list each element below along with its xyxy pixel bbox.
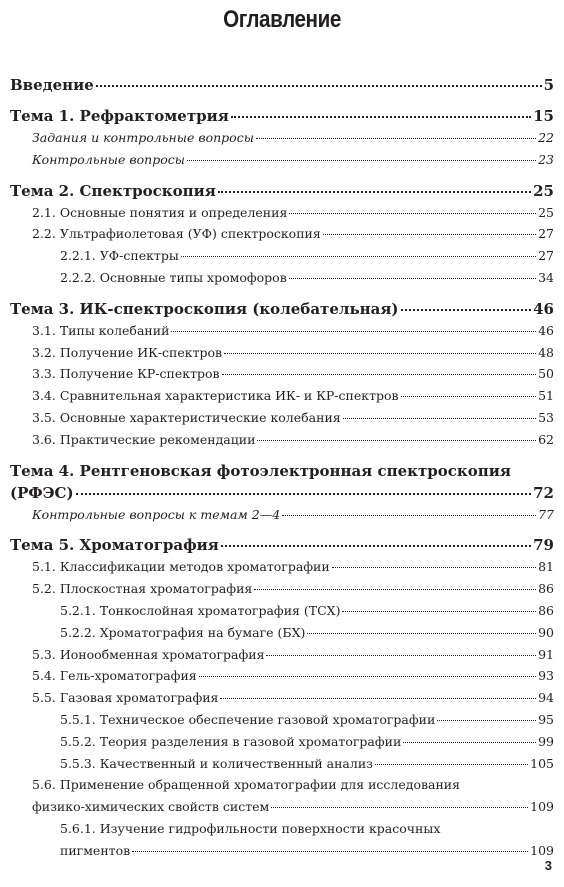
toc-entry-page: 27 [538,226,554,242]
toc-entry[interactable] [10,127,554,149]
toc-entry-title: 2.1. Основные понятия и определения [32,204,288,220]
toc-entry-title: 5.1. Классификации методов хроматографии [32,559,330,575]
toc-entry[interactable] [10,320,554,342]
toc-entry[interactable] [10,556,554,578]
toc-entry[interactable] [10,687,554,709]
toc-entry-title: 5.4. Гель-хроматография [32,668,197,684]
toc-entry-title: 3.5. Основные характеристические колебания [32,409,341,425]
toc-entry[interactable] [10,534,554,556]
dot-leader [187,160,536,161]
toc-entry[interactable] [10,731,554,753]
toc-entry-title: 5.5.2. Теория разделения в газовой хроматографии [60,733,402,749]
toc-entry-title: 5.5.3. Качественный и количественный анализ [60,755,373,771]
toc-entry-page: 25 [538,204,554,220]
toc-entry-title: Задания и контрольные вопросы [32,130,254,145]
toc-entry-title: 3.4. Сравнительная характеристика ИК- и КР-спектров [32,388,399,404]
toc-entry-page: 15 [533,107,554,125]
toc-entry[interactable] [10,578,554,600]
toc-entry[interactable] [10,774,554,818]
dot-leader [437,720,536,721]
toc-entry-page: 109 [530,799,554,815]
toc-entry-page: 79 [533,536,554,555]
toc-entry-page: 34 [538,269,554,285]
toc-entry-page: 22 [538,130,554,145]
toc-entry-page: 105 [530,755,554,771]
dot-leader [401,309,532,311]
toc-entry-title: 5.2. Плоскостная хроматография [32,581,253,597]
toc-entry-title: 3.2. Получение ИК-спектров [32,344,223,360]
toc-entry-page: 50 [538,366,554,382]
toc-entry-title-line2: (РФЭС) [10,483,74,502]
toc-entry[interactable] [10,429,554,451]
toc-entry-title: 2.2. Ультрафиолетовая (УФ) спектроскопия [32,226,321,242]
toc-entry-page: 86 [538,581,554,597]
toc-entry-title: 3.6. Практические рекомендации [32,431,256,447]
dot-leader [307,633,536,634]
dot-leader [403,742,536,743]
dot-leader [266,655,536,656]
dot-leader [220,698,536,699]
dot-leader [181,256,536,257]
toc-entry[interactable] [10,460,554,504]
table-of-contents [10,74,554,862]
toc-entry[interactable] [10,407,554,429]
dot-leader [76,493,532,495]
toc-entry-title: Введение [10,76,94,94]
dot-leader [375,764,528,765]
dot-leader [132,851,528,852]
dot-leader [199,676,536,677]
toc-entry-title: Тема 5. Хроматография [10,536,219,555]
toc-entry-title: 3.3. Получение КР-спектров [32,366,220,382]
toc-entry[interactable] [10,753,554,775]
dot-leader [289,213,536,214]
toc-entry-title-line1: Тема 4. Рентгеновская фотоэлектронная спектроскопия [10,461,511,480]
toc-entry-title: Контрольные вопросы к темам 2—4 [32,506,281,522]
dot-leader [171,331,536,332]
toc-entry[interactable] [10,363,554,385]
toc-spacer [10,171,554,180]
dot-leader [224,353,536,354]
toc-entry-title: 5.2.1. Тонкослойная хроматография (ТСХ) [60,602,341,618]
toc-entry-title: 2.2.2. Основные типы хромофоров [60,269,287,285]
toc-entry-page: 99 [538,733,554,749]
toc-entry[interactable] [10,600,554,622]
toc-entry-page: 81 [538,559,554,575]
toc-entry-title: 5.5. Газовая хроматография [32,690,219,706]
toc-entry-page: 93 [538,668,554,684]
toc-entry[interactable] [10,149,554,171]
dot-leader [231,116,531,118]
toc-entry[interactable] [10,665,554,687]
dot-leader [401,396,537,397]
toc-entry-title: 5.5.1. Техническое обеспечение газовой хроматографии [60,711,436,727]
toc-entry-page: 95 [538,711,554,727]
toc-entry[interactable] [10,180,554,202]
toc-spacer [10,96,554,105]
toc-entry[interactable] [10,245,554,267]
toc-entry-page: 23 [538,151,554,167]
toc-entry-page: 91 [538,646,554,662]
toc-entry-page: 25 [533,181,554,200]
toc-entry-title-line2: пигментов [60,842,131,858]
toc-entry-title: 3.1. Типы колебаний [32,322,170,338]
toc-entry-page: 51 [538,388,554,404]
toc-spacer [10,451,554,460]
toc-entry-page: 27 [538,248,554,264]
toc-entry-page: 77 [538,506,554,522]
toc-entry-title-line2: физико-химических свойств систем [32,799,270,815]
toc-entry[interactable] [10,74,554,96]
dot-leader [332,567,536,568]
page-number: 3 [544,858,552,873]
dot-leader [257,440,536,441]
dot-leader [221,545,531,547]
toc-entry-title: Контрольные вопросы [32,151,185,167]
toc-entry[interactable] [10,223,554,245]
page-title: Оглавление [223,6,341,33]
toc-entry-page: 53 [538,409,554,425]
toc-entry[interactable] [10,818,554,862]
dot-leader [254,589,536,590]
toc-entry-title: Тема 2. Спектроскопия [10,181,216,200]
dot-leader [96,85,542,87]
toc-entry[interactable] [10,105,554,127]
toc-entry-page: 48 [538,344,554,360]
dot-leader [323,234,536,235]
toc-entry[interactable] [10,709,554,731]
toc-entry-title: 5.2.2. Хроматография на бумаге (БХ) [60,624,306,640]
dot-leader [282,515,536,516]
toc-entry-page: 72 [533,483,554,502]
toc-entry-page: 62 [538,431,554,447]
toc-entry[interactable] [10,622,554,644]
toc-entry[interactable] [10,267,554,289]
dot-leader [271,807,528,808]
dot-leader [289,278,536,279]
dot-leader [342,611,536,612]
toc-entry-page: 86 [538,602,554,618]
toc-entry[interactable] [10,342,554,364]
toc-entry-title: Тема 1. Рефрактометрия [10,107,229,125]
toc-entry-page: 94 [538,690,554,706]
toc-spacer [10,289,554,298]
dot-leader [222,374,537,375]
toc-entry-title: 2.2.1. УФ-спектры [60,248,179,264]
toc-entry-title-line1: 5.6. Применение обращенной хроматографии для исследования [32,777,461,793]
dot-leader [256,138,536,139]
toc-entry[interactable] [10,298,554,320]
toc-entry-title: Тема 3. ИК-спектроскопия (колебательная) [10,299,399,318]
toc-entry-page: 46 [533,299,554,318]
toc-entry[interactable] [10,504,554,526]
toc-entry[interactable] [10,202,554,224]
toc-entry-page: 46 [538,322,554,338]
dot-leader [343,418,536,419]
toc-spacer [10,525,554,534]
toc-entry-page: 5 [543,76,554,94]
toc-entry-page: 90 [538,624,554,640]
toc-entry-page: 109 [530,842,554,858]
toc-entry-title-line1: 5.6.1. Изучение гидрофильности поверхности красочных [60,820,441,836]
toc-entry[interactable] [10,644,554,666]
dot-leader [218,191,531,193]
toc-entry[interactable] [10,385,554,407]
toc-entry-title: 5.3. Ионообменная хроматография [32,646,265,662]
